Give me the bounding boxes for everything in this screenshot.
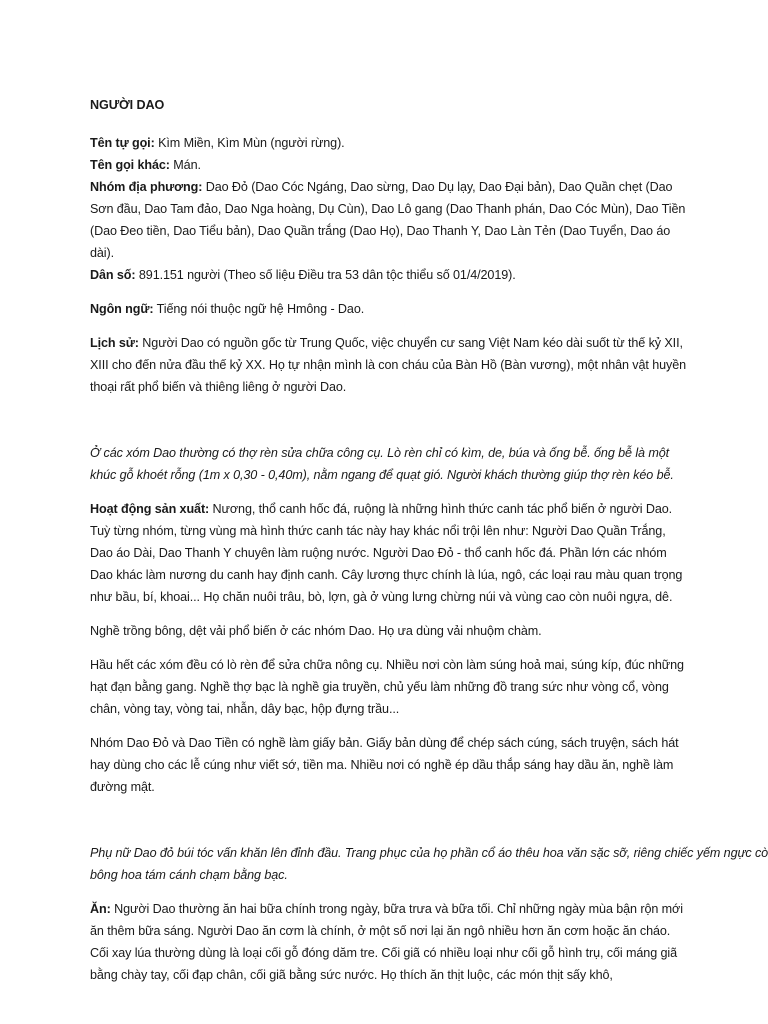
self-name-label: Tên tự gọi: <box>90 136 155 150</box>
food-value: Người Dao thường ăn hai bữa chính trong ngày, bữa trưa và bữa tối. Chỉ những ngày mùa bận rộn mới ăn thêm bữa sáng. Người Dao ăn cơm là chính, ở một số nơi lại ăn ngô nhiều hơn ăn cơm hoặc ăn cháo. Cối xay lúa thường dùng là loại cối gỗ đóng dăm tre. Cối giã có nhiều loại như cối gỗ hình trụ, cối máng giã bằng chày tay, cối đạp chân, cối giã bằng sức nước. Họ thích ăn thịt luộc, các món thịt sấy khô, <box>90 902 683 982</box>
population-line <box>90 264 690 286</box>
other-name-label: Tên gọi khác: <box>90 158 170 172</box>
cotton-paragraph: Nghề trồng bông, dệt vải phổ biến ở các nhóm Dao. Họ ưa dùng vải nhuộm chàm. <box>90 624 542 638</box>
food-paragraph <box>90 898 690 986</box>
self-name-line <box>90 132 690 154</box>
local-groups-label: Nhóm địa phương: <box>90 180 203 194</box>
self-name-value: Kìm Miền, Kìm Mùn (người rừng). <box>154 136 345 150</box>
language-paragraph <box>90 298 690 320</box>
other-name-line <box>90 154 690 176</box>
production-label: Hoạt động sản xuất: <box>90 502 210 516</box>
paper-paragraph: Nhóm Dao Đỏ và Dao Tiền có nghề làm giấy bản. Giấy bản dùng để chép sách cúng, sách truyện, sách hát hay dùng cho các lễ cúng như viết sớ, tiền ma. Nhiều nơi có nghề ép dầu thắp sáng hay dầu ăn, nghề làm đường mật. <box>90 736 679 794</box>
population-label: Dân số: <box>90 268 136 282</box>
image-caption-women <box>90 842 768 886</box>
caption-women-line2: bông hoa tám cánh chạm bằng bạc. <box>90 868 288 882</box>
history-value: Người Dao có nguồn gốc từ Trung Quốc, việc chuyển cư sang Việt Nam kéo dài suốt từ thế kỷ XII, XIII cho đến nửa đầu thế kỷ XX. Họ tự nhận mình là con cháu của Bàn Hồ (Bàn vương), một nhân vật huyền thoại rất phổ biến và thiêng liêng ở người Dao. <box>90 336 687 394</box>
history-paragraph <box>90 332 690 398</box>
production-value: Nương, thổ canh hốc đá, ruộng là những hình thức canh tác phổ biến ở người Dao. Tuỳ từng nhóm, từng vùng mà hình thức canh tác này hay khác nổi trội lên như: Người Dao Quần Trắng, Dao áo Dài, Dao Thanh Y chuyên làm ruộng nước. Người Dao Đỏ - thổ canh hốc đá. Phần lớn các nhóm Dao khác làm nương du canh hay định canh. Cây lương thực chính là lúa, ngô, các loại rau màu quan trọng như bầu, bí, khoai... Họ chăn nuôi trâu, bò, lợn, gà ở vùng lưng chừng núi và vùng cao còn nuôi ngựa, dê. <box>90 502 683 604</box>
language-value: Tiếng nói thuộc ngữ hệ Hmông - Dao. <box>153 302 365 316</box>
page-title: NGƯỜI DAO <box>90 98 165 112</box>
forge-paragraph: Hầu hết các xóm đều có lò rèn để sửa chữa nông cụ. Nhiều nơi còn làm súng hoả mai, súng kíp, đúc những hạt đạn bằng gang. Nghề thợ bạc là nghề gia truyền, chủ yếu làm những đồ trang sức như vòng cổ, vòng chân, vòng tay, vòng tai, nhẫn, dây bạc, hộp đựng trầu... <box>90 658 684 716</box>
caption-women-line1: Phụ nữ Dao đỏ búi tóc vấn khăn lên đỉnh đầu. Trang phục của họ phần cổ áo thêu hoa văn sặc sỡ, riêng chiếc yếm ngực cò <box>90 846 768 860</box>
image-caption-blacksmith: Ở các xóm Dao thường có thợ rèn sửa chữa công cụ. Lò rèn chỉ có kìm, de, búa và ống bễ. ống bễ là một khúc gỗ khoét rỗng (1m x 0,30 - 0,40m), nằm ngang để quạt gió. Người khách thường giúp thợ rèn kéo bễ. <box>90 446 674 482</box>
food-label: Ăn: <box>90 902 111 916</box>
basic-info-section <box>90 132 690 286</box>
history-label: Lịch sử: <box>90 336 139 350</box>
other-name-value: Mán. <box>169 158 201 172</box>
production-paragraph <box>90 498 690 608</box>
language-label: Ngôn ngữ: <box>90 302 154 316</box>
local-groups-line <box>90 176 690 264</box>
local-groups-value: Dao Đỏ (Dao Cóc Ngáng, Dao sừng, Dao Dụ lạy, Dao Đại bản), Dao Quần chẹt (Dao Sơn đầu, Dao Tam đảo, Dao Nga hoàng, Dụ Cùn), Dao Lô gang (Dao Thanh phán, Dao Cóc Mùn), Dao Tiền (Dao Đeo tiền, Dao Tiểu bản), Dao Quần trắng (Dao Họ), Dao Thanh Y, Dao Làn Tẻn (Dao Tuyển, Dao áo dài). <box>90 180 686 260</box>
population-value: 891.151 người (Theo số liệu Điều tra 53 dân tộc thiểu số 01/4/2019). <box>135 268 516 282</box>
